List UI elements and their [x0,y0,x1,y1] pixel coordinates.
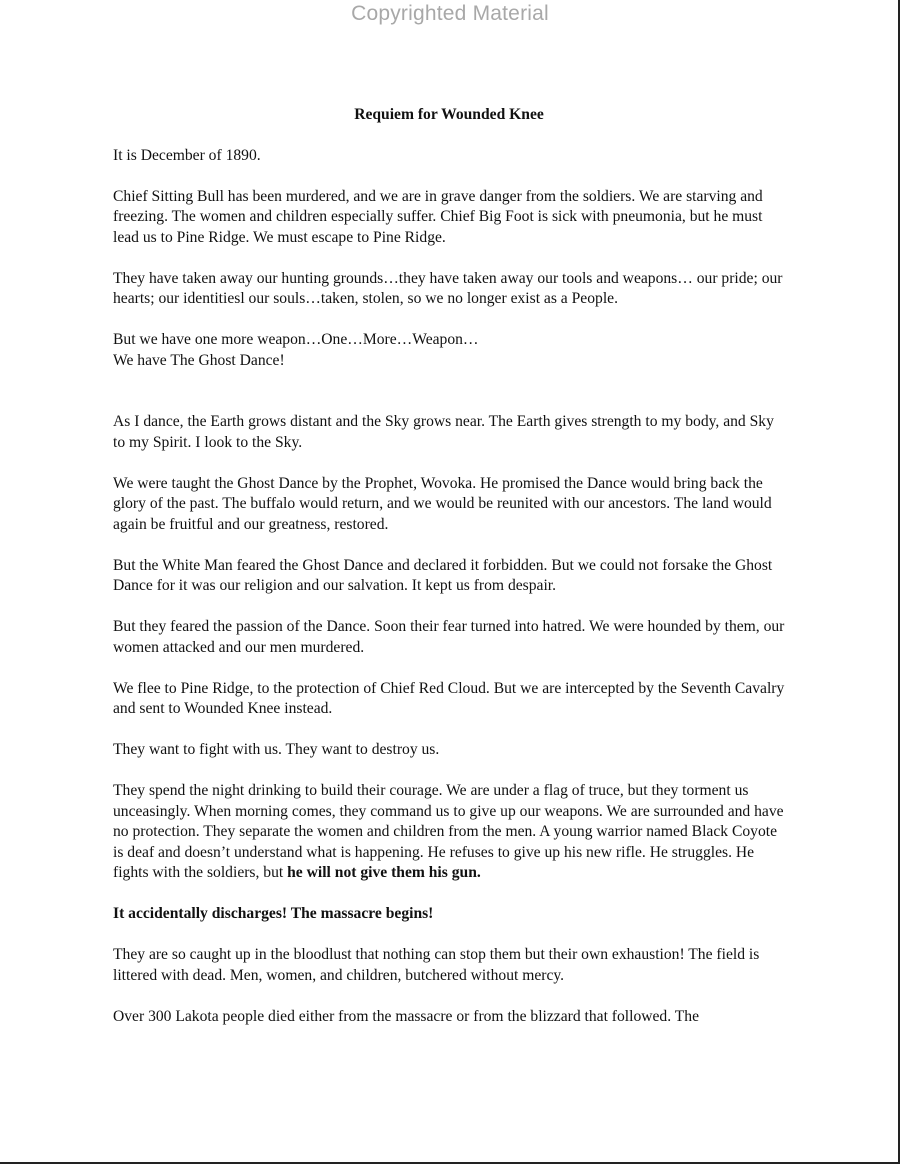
paragraph-forbidden: But the White Man feared the Ghost Dance and declared it forbidden. But we could not forsake the Ghost Dance for it was our religion and our salvation. It kept us from despair. [113,556,773,594]
black-coyote-text: They spend the night drinking to build their courage. We are under a flag of truce, but they torment us unceasingly. When morning comes, they command us to give up our weapons. We are surrounded and have no protection. They separate the women and children from the men. A young warrior named Black Coyote is deaf and doesn’t understand what is happening. He refuses to give up his new rifle. He struggles. He fights with the soldiers, but [113,782,784,881]
document-title: Requiem for Wounded Knee [354,106,544,123]
paragraph-wovoka: We were taught the Ghost Dance by the Prophet, Wovoka. He promised the Dance would bring back the glory of the past. The buffalo would return, and we would be reunited with our ancestors. The land would again be fruitful and our greatness, restored. [113,474,772,533]
paragraph-destroy: They want to fight with us. They want to destroy us. [113,741,440,758]
paragraph-taken-away: They have taken away our hunting grounds…they have taken away our tools and weapons… our pride; our hearts; our identitiesl our souls…taken, stolen, so we no longer exist as a People. [113,269,783,307]
document-page [113,105,785,1048]
paragraph-lakota-deaths: Over 300 Lakota people died either from the massacre or from the blizzard that followed. The [113,1007,699,1025]
paragraph-bloodlust: They are so caught up in the bloodlust that nothing can stop them but their own exhaustion! The field is littered with dead. Men, women, and children, butchered without mercy. [113,946,760,984]
paragraph-one-more-weapon [113,330,785,371]
paragraph-pine-ridge: We flee to Pine Ridge, to the protection of Chief Red Cloud. But we are intercepted by the Seventh Cavalry and sent to Wounded Knee instead. [113,679,785,717]
copyright-watermark: Copyrighted Material [351,2,549,25]
black-coyote-bold-text: he will not give them his gun. [287,864,481,881]
paragraph-black-coyote [113,781,785,884]
ghost-dance-line: We have The Ghost Dance! [113,351,285,369]
paragraph-massacre-begins: It accidentally discharges! The massacre begins! [113,905,434,922]
paragraph-hatred: But they feared the passion of the Dance. Soon their fear turned into hatred. We were hounded by them, our women attacked and our men murdered. [113,618,785,656]
paragraph-sitting-bull: Chief Sitting Bull has been murdered, and we are in grave danger from the soldiers. We are starving and freezing. The women and children especially suffer. Chief Big Foot is sick with pneumonia, but he must lead us to Pine Ridge. We must escape to Pine Ridge. [113,187,763,246]
paragraph-earth-sky: As I dance, the Earth grows distant and the Sky grows near. The Earth gives strength to my body, and Sky to my Spirit. I look to the Sky. [113,413,774,451]
paragraph-date: It is December of 1890. [113,146,261,164]
weapon-line: But we have one more weapon…One…More…Weapon… [113,331,479,348]
